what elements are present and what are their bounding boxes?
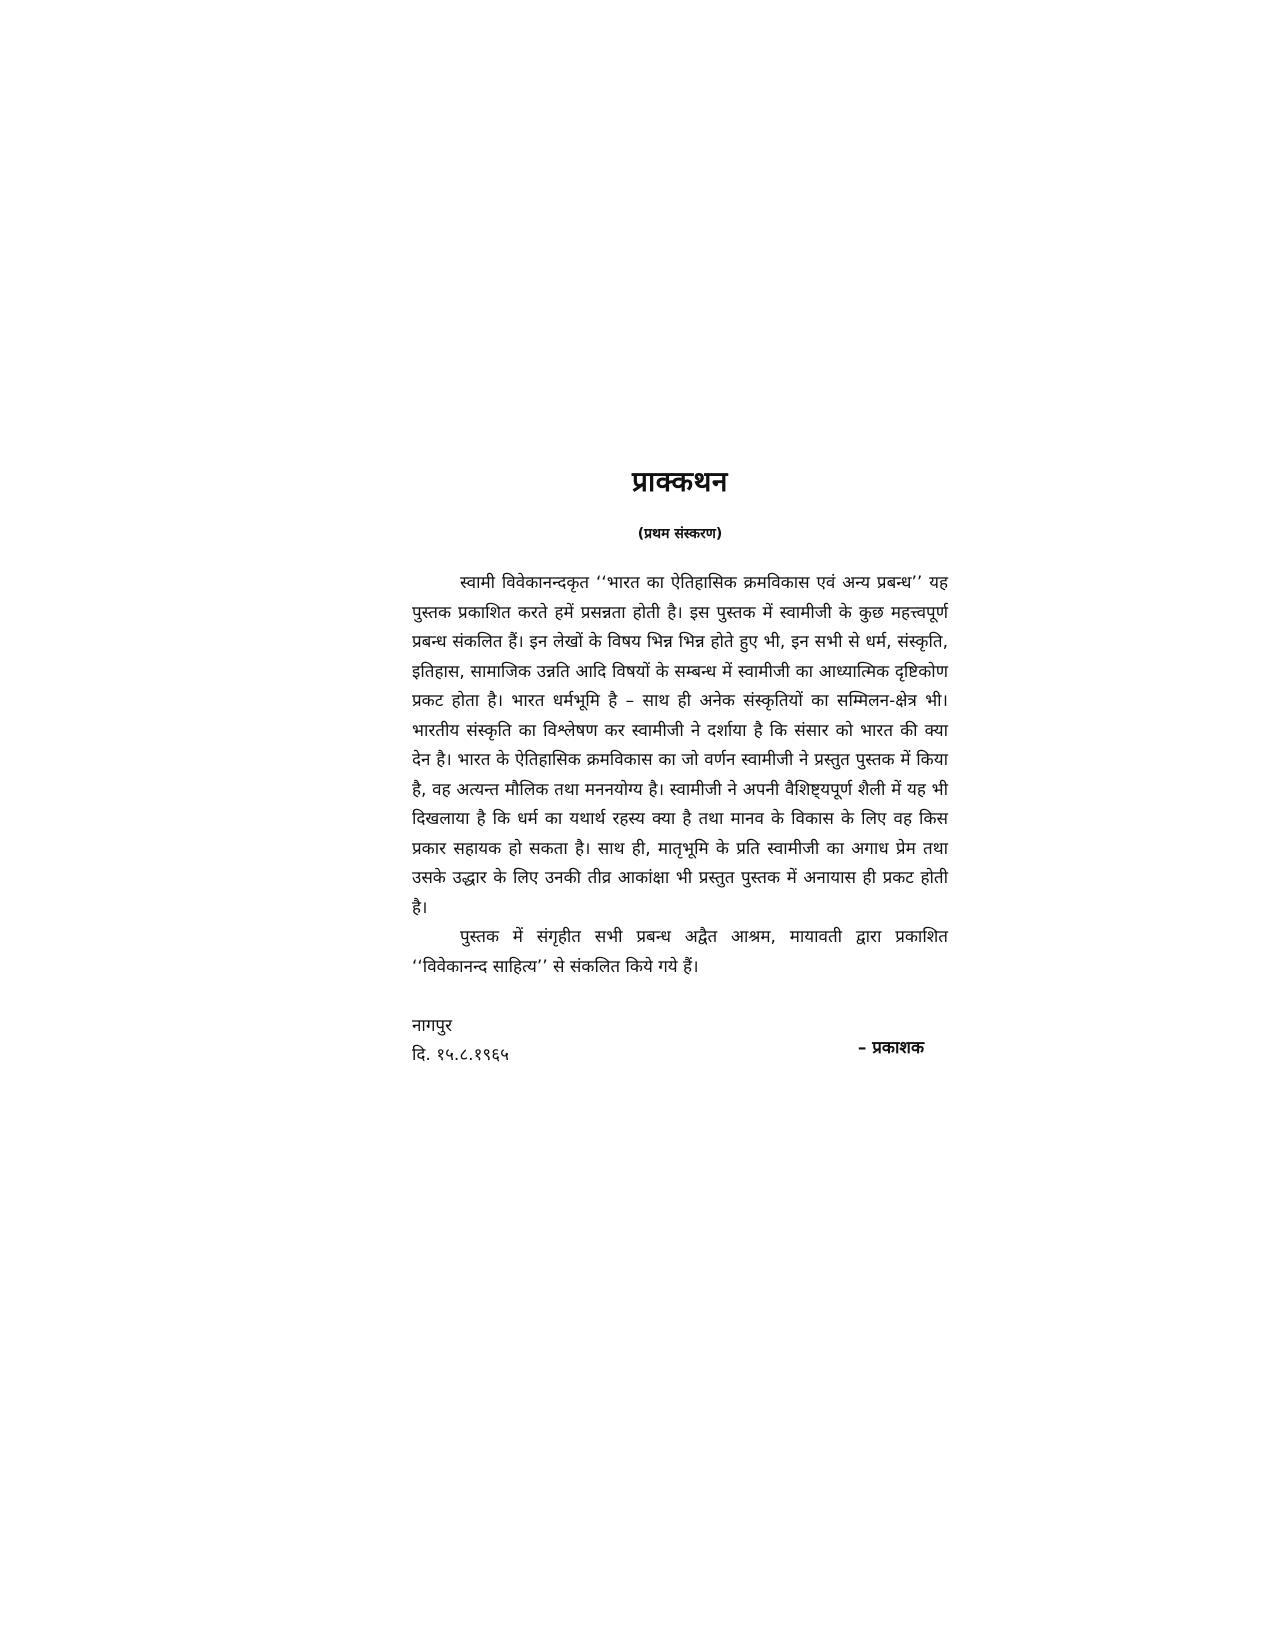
edition-subtitle: (प्रथम संस्करण) <box>637 526 723 542</box>
body-paragraph-1: स्वामी विवेकानन्दकृत ‘‘भारत का ऐतिहासिक क्रमविकास एवं अन्य प्रबन्ध’’ यह पुस्तक प्रकाशित करते हमें प्रसन्नता होती है। इस पुस्तक में स्वामीजी के कुछ महत्त्वपूर्ण प्रबन्ध संकलित हैं। इन लेखों के विषय भिन्न भिन्न होते हुए भी, इन सभी से धर्म, संस्कृति, इतिहास, सामाजिक उन्नति आदि विषयों के सम्बन्ध में स्वामीजी का आध्यात्मिक दृष्टिकोण प्रकट होता है। भारत धर्मभूमि है – साथ ही अनेक संस्कृतियों का सम्मिलन-क्षेत्र भी। भारतीय संस्कृति का विश्लेषण कर स्वामीजी ने दर्शाया है कि संसार को भारत की क्या देन है। भारत के ऐतिहासिक क्रमविकास का जो वर्णन स्वामीजी ने प्रस्तुत पुस्तक में किया है, वह अत्यन्त मौलिक तथा मननयोग्य है। स्वामीजी ने अपनी वैशिष्ट्यपूर्ण शैली में यह भी दिखलाया है कि धर्म का यथार्थ रहस्य क्या है तथा मानव के विकास के लिए वह किस प्रकार सहायक हो सकता है। साथ ही, मातृभूमि के प्रति स्वामीजी का अगाध प्रेम तथा उसके उद्धार के लिए उनकी तीव्र आकांक्षा भी प्रस्तुत पुस्तक में अनायास ही प्रकट होती है। <box>412 573 948 918</box>
footer <box>412 1012 948 1082</box>
publisher-signature: – प्रकाशक <box>857 1038 924 1058</box>
publication-date: दि. १५.८.१९६५ <box>412 1045 509 1065</box>
page-title: प्राक्कथन <box>632 465 728 498</box>
body-paragraph-2: पुस्तक में संगृहीत सभी प्रबन्ध अद्वैत आश्रम, मायावती द्वारा प्रकाशित ‘‘विवेकानन्द साहित्य’’ से संकलित किये गये हैं। <box>412 927 948 977</box>
document-page <box>412 462 948 1082</box>
place-name: नागपुर <box>412 1016 453 1036</box>
